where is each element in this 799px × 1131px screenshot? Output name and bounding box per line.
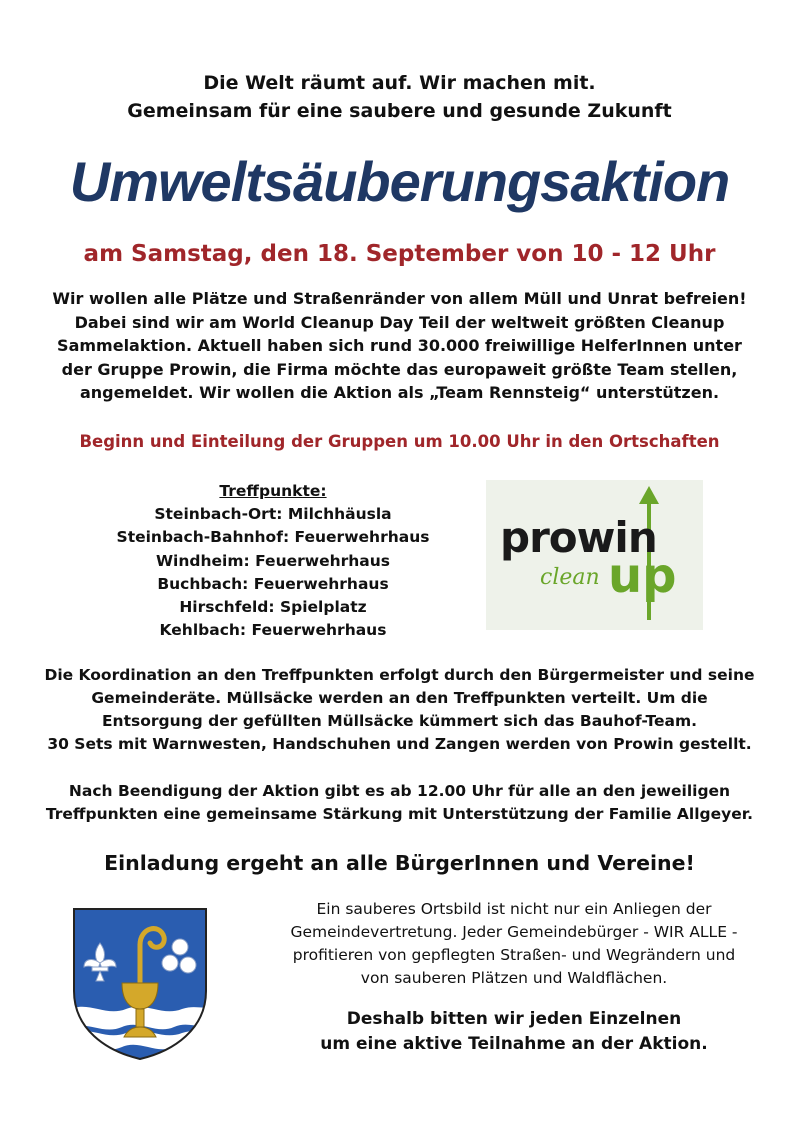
intro-line: Wir wollen alle Plätze und Straßenränder von allem Müll und Unrat befreien!: [52, 289, 747, 308]
logo-word-prowin: prowin: [500, 513, 657, 562]
coordination-line: Die Koordination an den Treffpunkten erfolgt durch den Bürgermeister und seine: [44, 666, 755, 684]
after-line: Treffpunkten eine gemeinsame Stärkung mit Unterstützung der Familie Allgeyer.: [45, 805, 754, 823]
intro-line: der Gruppe Prowin, die Firma möchte das europaweit größte Team stellen,: [61, 359, 738, 379]
after-line: Nach Beendigung der Aktion gibt es ab 12.00 Uhr für alle an den jeweiligen: [68, 782, 731, 800]
header-line-1: Die Welt räumt auf. Wir machen mit.: [203, 72, 596, 94]
intro-line: Dabei sind wir am World Cleanup Day Teil der weltweit größten Cleanup: [74, 312, 725, 332]
meeting-points: [113, 480, 433, 642]
page-title: Umweltsäuberungsaktion: [69, 150, 730, 213]
closing-line: von sauberen Plätzen und Waldflächen.: [360, 969, 668, 987]
municipal-crest-icon: [70, 905, 210, 1062]
coordination-line: Gemeinderäte. Müllsäcke werden an den Treffpunkten verteilt. Um die: [91, 689, 708, 707]
begin-line: Beginn und Einteilung der Gruppen um 10.00 Uhr in den Ortschaften: [79, 432, 720, 451]
logo-word-up: up: [608, 548, 677, 604]
prowin-cleanup-logo: [486, 480, 703, 630]
date-line: am Samstag, den 18. September von 10 - 12 Uhr: [83, 241, 716, 267]
header-line-2: Gemeinsam für eine saubere und gesunde Zukunft: [127, 100, 672, 122]
invitation-heading: Einladung ergeht an alle BürgerInnen und Vereine!: [104, 851, 695, 875]
final-appeal-line: um eine aktive Teilnahme an der Aktion.: [320, 1034, 708, 1054]
closing-line: profitieren von gepflegten Straßen- und Wegrändern und: [292, 946, 736, 964]
meeting-point-item: Steinbach-Ort: Milchhäusla: [154, 505, 392, 524]
meeting-point-item: Buchbach: Feuerwehrhaus: [157, 574, 389, 593]
coordination-line: Entsorgung der gefüllten Müllsäcke kümmert sich das Bauhof-Team.: [101, 712, 698, 730]
coordination-line: 30 Sets mit Warnwesten, Handschuhen und Zangen werden von Prowin gestellt.: [47, 735, 752, 753]
closing-line: Ein sauberes Ortsbild ist nicht nur ein Anliegen der: [316, 900, 712, 918]
closing-line: Gemeindevertretung. Jeder Gemeindebürger - WIR ALLE -: [290, 923, 738, 941]
coordination-paragraph: [40, 664, 759, 756]
closing-paragraph: [290, 898, 738, 990]
final-appeal-line: Deshalb bitten wir jeden Einzelnen: [346, 1009, 682, 1029]
meeting-point-item: Kehlbach: Feuerwehrhaus: [159, 621, 387, 640]
intro-line: angemeldet. Wir wollen die Aktion als „Team Rennsteig“ unterstützen.: [79, 383, 720, 402]
after-paragraph: [40, 780, 759, 826]
meeting-point-item: Hirschfeld: Spielplatz: [179, 598, 367, 617]
intro-paragraph: [40, 287, 759, 405]
meeting-point-item: Steinbach-Bahnhof: Feuerwehrhaus: [116, 528, 430, 547]
logo-word-clean: clean: [540, 565, 600, 590]
final-appeal: [290, 1007, 738, 1057]
meeting-points-heading: Treffpunkte:: [219, 482, 327, 500]
intro-line: Sammelaktion. Aktuell haben sich rund 30.000 freiwillige HelferInnen unter: [57, 336, 742, 355]
meeting-point-item: Windheim: Feuerwehrhaus: [155, 551, 391, 570]
